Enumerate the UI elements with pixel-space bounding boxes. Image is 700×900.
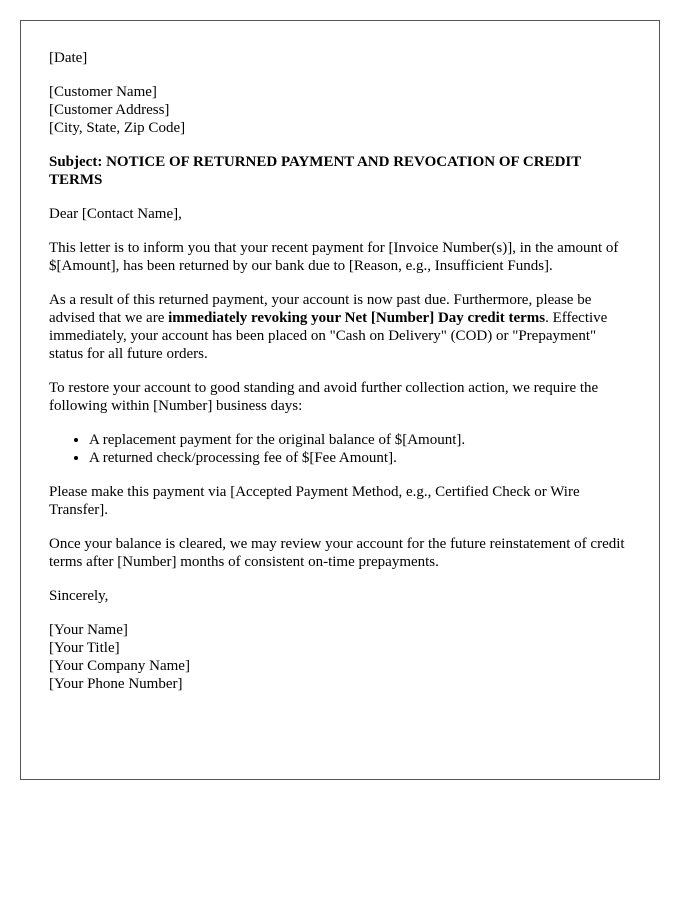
recipient-city-state-zip: [City, State, Zip Code] bbox=[49, 120, 186, 136]
paragraph-returned-payment: This letter is to inform you that your recent payment for [Invoice Number(s)], in the amount of $[Amount], has been returned by our bank due to [Reason, e.g., Insufficient Funds]. bbox=[49, 240, 619, 274]
paragraph-reinstatement: Once your balance is cleared, we may review your account for the future reinstatement of credit terms after [Number] months of consistent on-time prepayments. bbox=[49, 536, 625, 570]
sender-phone: [Your Phone Number] bbox=[49, 676, 183, 692]
sender-company: [Your Company Name] bbox=[49, 658, 190, 674]
paragraph-payment-method: Please make this payment via [Accepted Payment Method, e.g., Certified Check or Wire Transfer]. bbox=[49, 484, 580, 518]
letter-salutation: Dear [Contact Name], bbox=[49, 206, 182, 222]
letter-subject: Subject: NOTICE OF RETURNED PAYMENT AND REVOCATION OF CREDIT TERMS bbox=[49, 154, 581, 188]
recipient-name: [Customer Name] bbox=[49, 84, 157, 100]
sender-signature-block bbox=[49, 621, 631, 693]
letter-date-block bbox=[49, 49, 631, 67]
sender-name: [Your Name] bbox=[49, 622, 128, 638]
paragraph-restore-account: To restore your account to good standing and avoid further collection action, we require the following within [Number] business days: bbox=[49, 380, 599, 414]
recipient-address-block bbox=[49, 83, 631, 137]
letter-closing: Sincerely, bbox=[49, 588, 109, 604]
paragraph-credit-revocation-rest: . Effective immediately, your account has been placed on "Cash on Delivery" (COD) or "Prepayment" status for all future orders. bbox=[49, 310, 608, 362]
paragraph-credit-revocation-intro: As a result of this returned payment, your account is now past due. Furthermore, please be advised that we are bbox=[49, 292, 592, 326]
list-item: • A returned check/processing fee of $[Fee Amount]. bbox=[89, 449, 631, 467]
credit-revocation-emphasis: immediately revoking your Net [Number] Day credit terms bbox=[168, 310, 546, 326]
recipient-address: [Customer Address] bbox=[49, 102, 170, 118]
requirements-list bbox=[49, 431, 631, 467]
letter-date: [Date] bbox=[49, 50, 88, 66]
sender-title: [Your Title] bbox=[49, 640, 120, 656]
letter-page bbox=[20, 20, 660, 780]
list-item: • A replacement payment for the original balance of $[Amount]. bbox=[89, 431, 631, 449]
paragraph-credit-revocation bbox=[49, 291, 631, 363]
